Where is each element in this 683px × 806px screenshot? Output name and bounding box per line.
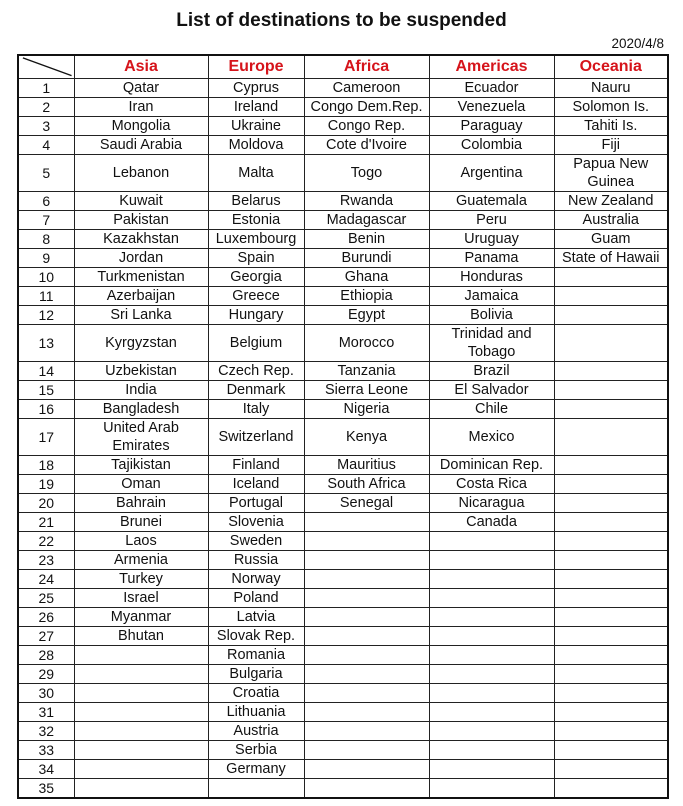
cell-europe: Sweden xyxy=(208,532,304,551)
table-row xyxy=(18,286,668,305)
cell-americas: Guatemala xyxy=(429,191,554,210)
cell-oceania: Fiji xyxy=(554,135,668,154)
cell-oceania xyxy=(554,551,668,570)
row-number: 12 xyxy=(18,305,74,324)
cell-europe: Serbia xyxy=(208,741,304,760)
table-row xyxy=(18,722,668,741)
cell-oceania xyxy=(554,608,668,627)
table-row xyxy=(18,267,668,286)
cell-asia xyxy=(74,646,208,665)
cell-asia xyxy=(74,760,208,779)
cell-europe: Belgium xyxy=(208,324,304,361)
cell-oceania xyxy=(554,456,668,475)
cell-americas xyxy=(429,665,554,684)
cell-americas xyxy=(429,703,554,722)
table-row xyxy=(18,229,668,248)
table-row xyxy=(18,703,668,722)
cell-americas: Venezuela xyxy=(429,97,554,116)
cell-asia xyxy=(74,779,208,799)
cell-africa xyxy=(304,646,429,665)
cell-oceania xyxy=(554,665,668,684)
cell-africa: Nigeria xyxy=(304,399,429,418)
table-row xyxy=(18,665,668,684)
cell-europe: Austria xyxy=(208,722,304,741)
cell-europe: Norway xyxy=(208,570,304,589)
cell-americas xyxy=(429,722,554,741)
table-row xyxy=(18,380,668,399)
cell-africa: Kenya xyxy=(304,418,429,455)
table-row xyxy=(18,135,668,154)
cell-asia: Azerbaijan xyxy=(74,286,208,305)
cell-americas xyxy=(429,589,554,608)
row-number: 26 xyxy=(18,608,74,627)
table-row xyxy=(18,324,668,361)
cell-americas: El Salvador xyxy=(429,380,554,399)
cell-asia: Iran xyxy=(74,97,208,116)
cell-europe: Hungary xyxy=(208,305,304,324)
table-row xyxy=(18,154,668,191)
table-row xyxy=(18,513,668,532)
cell-africa: Tanzania xyxy=(304,361,429,380)
cell-oceania xyxy=(554,722,668,741)
cell-americas xyxy=(429,646,554,665)
cell-europe: Switzerland xyxy=(208,418,304,455)
header-europe: Europe xyxy=(208,55,304,78)
row-number: 11 xyxy=(18,286,74,305)
cell-europe: Belarus xyxy=(208,191,304,210)
cell-asia: Sri Lanka xyxy=(74,305,208,324)
cell-oceania xyxy=(554,760,668,779)
cell-americas xyxy=(429,532,554,551)
row-number: 6 xyxy=(18,191,74,210)
cell-oceania xyxy=(554,684,668,703)
cell-americas: Nicaragua xyxy=(429,494,554,513)
cell-oceania xyxy=(554,418,668,455)
cell-americas xyxy=(429,570,554,589)
cell-americas xyxy=(429,741,554,760)
table-row xyxy=(18,684,668,703)
cell-asia: Kuwait xyxy=(74,191,208,210)
row-number: 29 xyxy=(18,665,74,684)
cell-africa: Congo Dem.Rep. xyxy=(304,97,429,116)
document-date: 2020/4/8 xyxy=(611,36,664,51)
cell-oceania: Australia xyxy=(554,210,668,229)
row-number: 19 xyxy=(18,475,74,494)
cell-americas xyxy=(429,608,554,627)
row-number: 35 xyxy=(18,779,74,799)
cell-africa xyxy=(304,684,429,703)
cell-asia: Bahrain xyxy=(74,494,208,513)
row-number: 32 xyxy=(18,722,74,741)
cell-europe: Ukraine xyxy=(208,116,304,135)
cell-americas xyxy=(429,627,554,646)
cell-asia: Pakistan xyxy=(74,210,208,229)
cell-asia: Saudi Arabia xyxy=(74,135,208,154)
cell-asia xyxy=(74,703,208,722)
row-number: 23 xyxy=(18,551,74,570)
cell-oceania xyxy=(554,703,668,722)
cell-americas: Trinidad and Tobago xyxy=(429,324,554,361)
cell-asia: Mongolia xyxy=(74,116,208,135)
row-number: 7 xyxy=(18,210,74,229)
row-number: 34 xyxy=(18,760,74,779)
cell-europe: Greece xyxy=(208,286,304,305)
cell-asia: Turkmenistan xyxy=(74,267,208,286)
cell-africa: Egypt xyxy=(304,305,429,324)
cell-asia xyxy=(74,665,208,684)
cell-europe: Latvia xyxy=(208,608,304,627)
cell-asia: Israel xyxy=(74,589,208,608)
cell-africa: Rwanda xyxy=(304,191,429,210)
row-number: 10 xyxy=(18,267,74,286)
cell-europe: Portugal xyxy=(208,494,304,513)
cell-oceania: State of Hawaii xyxy=(554,248,668,267)
cell-oceania xyxy=(554,627,668,646)
cell-oceania xyxy=(554,324,668,361)
cell-asia: Kazakhstan xyxy=(74,229,208,248)
cell-oceania xyxy=(554,570,668,589)
table-row xyxy=(18,305,668,324)
cell-americas: Chile xyxy=(429,399,554,418)
row-number: 17 xyxy=(18,418,74,455)
cell-africa: Congo Rep. xyxy=(304,116,429,135)
cell-americas xyxy=(429,684,554,703)
cell-americas: Bolivia xyxy=(429,305,554,324)
table-row xyxy=(18,760,668,779)
cell-asia: Qatar xyxy=(74,78,208,97)
row-number: 20 xyxy=(18,494,74,513)
cell-oceania xyxy=(554,399,668,418)
row-number: 8 xyxy=(18,229,74,248)
cell-europe: Lithuania xyxy=(208,703,304,722)
cell-americas: Honduras xyxy=(429,267,554,286)
cell-americas: Costa Rica xyxy=(429,475,554,494)
row-number: 31 xyxy=(18,703,74,722)
cell-americas xyxy=(429,779,554,799)
cell-africa: Madagascar xyxy=(304,210,429,229)
cell-americas: Paraguay xyxy=(429,116,554,135)
cell-europe: Estonia xyxy=(208,210,304,229)
cell-europe xyxy=(208,779,304,799)
cell-asia xyxy=(74,722,208,741)
cell-americas: Peru xyxy=(429,210,554,229)
cell-oceania: Nauru xyxy=(554,78,668,97)
table-row xyxy=(18,191,668,210)
row-number: 24 xyxy=(18,570,74,589)
cell-americas: Argentina xyxy=(429,154,554,191)
cell-oceania: Solomon Is. xyxy=(554,97,668,116)
header-americas: Americas xyxy=(429,55,554,78)
table-row xyxy=(18,248,668,267)
cell-asia: India xyxy=(74,380,208,399)
cell-africa: Togo xyxy=(304,154,429,191)
cell-americas: Uruguay xyxy=(429,229,554,248)
table-row xyxy=(18,399,668,418)
row-number: 3 xyxy=(18,116,74,135)
cell-oceania xyxy=(554,361,668,380)
cell-asia: Jordan xyxy=(74,248,208,267)
cell-asia: Armenia xyxy=(74,551,208,570)
cell-europe: Cyprus xyxy=(208,78,304,97)
cell-africa xyxy=(304,589,429,608)
cell-africa xyxy=(304,570,429,589)
cell-europe: Iceland xyxy=(208,475,304,494)
cell-africa xyxy=(304,779,429,799)
table-row xyxy=(18,570,668,589)
row-number: 28 xyxy=(18,646,74,665)
cell-europe: Luxembourg xyxy=(208,229,304,248)
table-row xyxy=(18,608,668,627)
table-row xyxy=(18,494,668,513)
row-number: 25 xyxy=(18,589,74,608)
cell-oceania xyxy=(554,305,668,324)
cell-europe: Malta xyxy=(208,154,304,191)
cell-asia: Brunei xyxy=(74,513,208,532)
cell-oceania xyxy=(554,267,668,286)
diagonal-line xyxy=(19,56,74,78)
cell-africa: Cote d'Ivoire xyxy=(304,135,429,154)
row-number: 15 xyxy=(18,380,74,399)
cell-oceania: Tahiti Is. xyxy=(554,116,668,135)
cell-africa: Mauritius xyxy=(304,456,429,475)
row-number: 4 xyxy=(18,135,74,154)
table-row xyxy=(18,475,668,494)
cell-africa xyxy=(304,741,429,760)
cell-europe: Georgia xyxy=(208,267,304,286)
cell-africa xyxy=(304,703,429,722)
cell-africa xyxy=(304,532,429,551)
row-number: 16 xyxy=(18,399,74,418)
cell-africa: Benin xyxy=(304,229,429,248)
row-number: 14 xyxy=(18,361,74,380)
cell-europe: Poland xyxy=(208,589,304,608)
cell-asia xyxy=(74,684,208,703)
cell-europe: Bulgaria xyxy=(208,665,304,684)
row-number: 33 xyxy=(18,741,74,760)
row-number: 30 xyxy=(18,684,74,703)
cell-oceania: New Zealand xyxy=(554,191,668,210)
cell-europe: Romania xyxy=(208,646,304,665)
cell-europe: Slovenia xyxy=(208,513,304,532)
table-row xyxy=(18,97,668,116)
table-row xyxy=(18,779,668,799)
row-number: 5 xyxy=(18,154,74,191)
table-row xyxy=(18,210,668,229)
cell-asia: Kyrgyzstan xyxy=(74,324,208,361)
cell-africa: Senegal xyxy=(304,494,429,513)
cell-americas: Brazil xyxy=(429,361,554,380)
cell-americas: Ecuador xyxy=(429,78,554,97)
cell-asia: Bhutan xyxy=(74,627,208,646)
cell-africa: Burundi xyxy=(304,248,429,267)
cell-oceania xyxy=(554,532,668,551)
cell-africa xyxy=(304,608,429,627)
cell-africa: Ethiopia xyxy=(304,286,429,305)
table-row xyxy=(18,589,668,608)
table-row xyxy=(18,741,668,760)
cell-europe: Moldova xyxy=(208,135,304,154)
page-title: List of destinations to be suspended xyxy=(176,10,507,31)
cell-americas: Colombia xyxy=(429,135,554,154)
cell-africa: South Africa xyxy=(304,475,429,494)
cell-oceania xyxy=(554,380,668,399)
cell-africa: Morocco xyxy=(304,324,429,361)
cell-europe: Finland xyxy=(208,456,304,475)
table-row xyxy=(18,78,668,97)
cell-africa xyxy=(304,665,429,684)
table-row xyxy=(18,646,668,665)
cell-europe: Croatia xyxy=(208,684,304,703)
table-row xyxy=(18,456,668,475)
cell-europe: Russia xyxy=(208,551,304,570)
cell-americas xyxy=(429,760,554,779)
cell-africa: Ghana xyxy=(304,267,429,286)
row-number: 13 xyxy=(18,324,74,361)
cell-asia: Tajikistan xyxy=(74,456,208,475)
row-number: 18 xyxy=(18,456,74,475)
corner-cell xyxy=(18,55,74,78)
cell-oceania xyxy=(554,494,668,513)
cell-asia: Uzbekistan xyxy=(74,361,208,380)
cell-americas: Panama xyxy=(429,248,554,267)
cell-asia: Oman xyxy=(74,475,208,494)
cell-africa xyxy=(304,760,429,779)
cell-asia: United Arab Emirates xyxy=(74,418,208,455)
cell-oceania xyxy=(554,741,668,760)
row-number: 1 xyxy=(18,78,74,97)
row-number: 27 xyxy=(18,627,74,646)
cell-oceania: Guam xyxy=(554,229,668,248)
cell-asia: Laos xyxy=(74,532,208,551)
cell-asia: Lebanon xyxy=(74,154,208,191)
cell-oceania xyxy=(554,513,668,532)
cell-europe: Slovak Rep. xyxy=(208,627,304,646)
row-number: 9 xyxy=(18,248,74,267)
cell-europe: Italy xyxy=(208,399,304,418)
destinations-table xyxy=(17,54,669,799)
header-oceania: Oceania xyxy=(554,55,668,78)
cell-africa xyxy=(304,722,429,741)
cell-americas: Jamaica xyxy=(429,286,554,305)
cell-americas xyxy=(429,551,554,570)
table-row xyxy=(18,116,668,135)
header-row xyxy=(18,55,668,78)
header-africa: Africa xyxy=(304,55,429,78)
cell-africa: Cameroon xyxy=(304,78,429,97)
cell-oceania xyxy=(554,646,668,665)
table-row xyxy=(18,532,668,551)
cell-africa: Sierra Leone xyxy=(304,380,429,399)
row-number: 22 xyxy=(18,532,74,551)
row-number: 21 xyxy=(18,513,74,532)
cell-americas: Canada xyxy=(429,513,554,532)
table-row xyxy=(18,361,668,380)
table-row xyxy=(18,627,668,646)
table-row xyxy=(18,418,668,455)
cell-oceania: Papua New Guinea xyxy=(554,154,668,191)
cell-asia: Bangladesh xyxy=(74,399,208,418)
row-number: 2 xyxy=(18,97,74,116)
cell-americas: Dominican Rep. xyxy=(429,456,554,475)
header-asia: Asia xyxy=(74,55,208,78)
cell-asia xyxy=(74,741,208,760)
table-row xyxy=(18,551,668,570)
cell-oceania xyxy=(554,589,668,608)
cell-europe: Czech Rep. xyxy=(208,361,304,380)
cell-europe: Denmark xyxy=(208,380,304,399)
cell-europe: Spain xyxy=(208,248,304,267)
cell-europe: Ireland xyxy=(208,97,304,116)
cell-asia: Myanmar xyxy=(74,608,208,627)
cell-africa xyxy=(304,513,429,532)
cell-asia: Turkey xyxy=(74,570,208,589)
cell-oceania xyxy=(554,286,668,305)
cell-africa xyxy=(304,551,429,570)
cell-africa xyxy=(304,627,429,646)
cell-europe: Germany xyxy=(208,760,304,779)
cell-americas: Mexico xyxy=(429,418,554,455)
cell-oceania xyxy=(554,779,668,799)
cell-oceania xyxy=(554,475,668,494)
